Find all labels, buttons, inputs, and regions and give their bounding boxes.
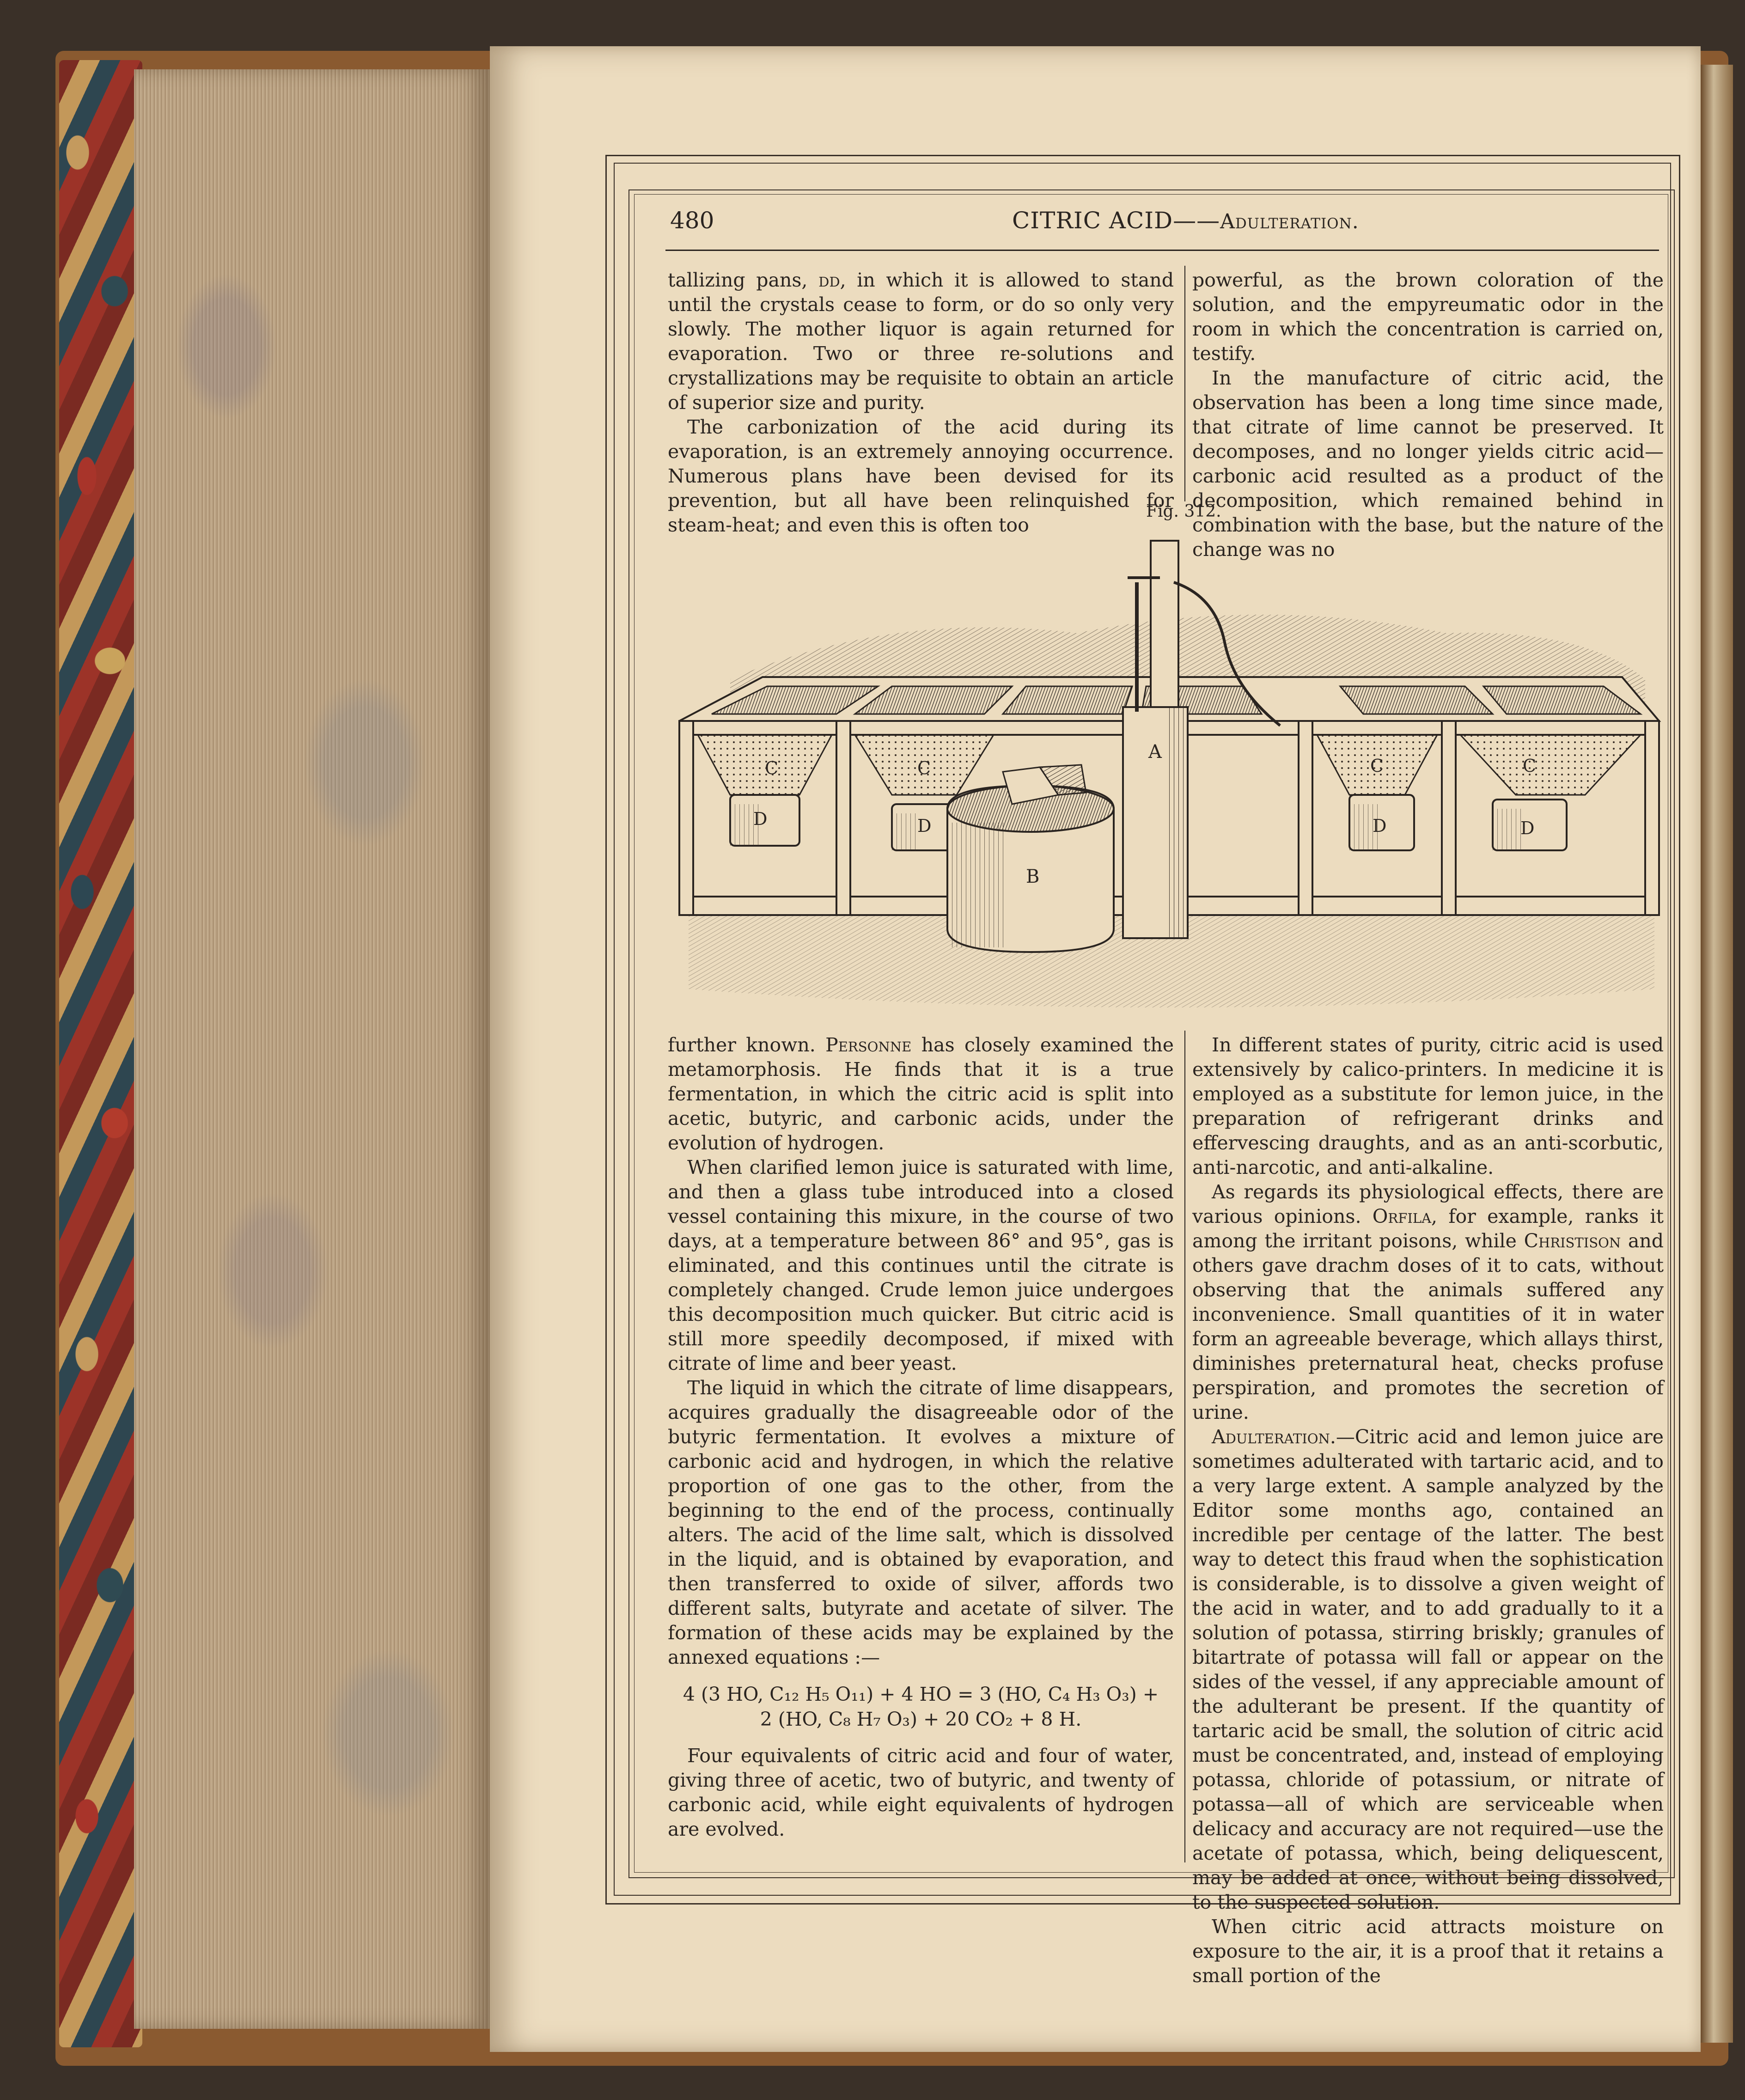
label-d-1: D [753, 809, 768, 829]
upper-right-column [1192, 268, 1664, 562]
lower-left-paragraph-4: Four equivalents of citric acid and four of water, giving three of acetic, two of butyric, and twenty of carbonic acid, while eight equivalents of hydrogen are evolved. [668, 1745, 1174, 1840]
upper-left-p1-text: , in which it is allowed to stand until the crystals cease to form, or do so only very slowly. The mother liquor is again returned for evaporation. Two or three re-solutions and crystallizations may be requisite to obtain an article of superior size and purity. [668, 269, 1174, 414]
lower-right-column [1192, 1033, 1664, 1988]
upper-column-divider [1184, 266, 1185, 501]
marbled-edge [59, 60, 142, 2047]
lower-column-divider [1184, 1031, 1185, 1862]
upper-right-paragraph-1: powerful, as the brown coloration of the solution, and the empyreumatic odor in the room in which the concentration is carried on, testify. [1192, 269, 1664, 365]
lower-right-paragraph-3 [1192, 1425, 1664, 1915]
label-d-3: D [1373, 816, 1387, 836]
author-orfila: Orfila [1372, 1205, 1432, 1227]
lower-left-p1-a: further known. [668, 1034, 826, 1056]
label-c-1: C [765, 758, 779, 778]
lower-right-p2-c: and others gave drachm doses of it to cats, without observing that the animals suffered any inconvenience. Small quantities of it in water form an agreeable beverage, which allays thirst, diminishes preternatural heat, checks profuse perspiration, and promotes the secretion of urine. [1192, 1230, 1664, 1423]
figure-312-illustration [661, 527, 1664, 1017]
author-christison: Christison [1524, 1230, 1621, 1252]
lower-left-paragraph-2: When clarified lemon juice is saturated with lime, and then a glass tube introduced into a closed vessel containing this mixure, in the course of two days, at a temperature between 86° and 95°, gas is eliminated, and this continues until the citrate is completely changed. Crude lemon juice undergoes this decomposition much quicker. But citric acid is still more speedily decomposed, if mixed with citrate of lime and beer yeast. [668, 1156, 1174, 1374]
author-personne: Personne [825, 1034, 912, 1056]
upper-left-paragraph-2: The carbonization of the acid during its evaporation, is an extremely annoying occurrence. Numerous plans have been devised for its prevention, but all have been relinquished for steam-heat; and even this is often too [668, 416, 1174, 536]
label-c-4: C [1523, 756, 1537, 776]
lower-left-column [668, 1033, 1174, 1842]
label-dd: dd [818, 269, 840, 291]
lower-right-paragraph-2 [1192, 1180, 1664, 1425]
upper-left-column [668, 268, 1174, 537]
section-heading-adulteration: Adulteration. [1212, 1426, 1336, 1448]
label-b: B [1026, 866, 1040, 887]
page-stack-shading [134, 69, 490, 2029]
label-c-3: C [1370, 756, 1384, 776]
lower-right-p2-a: As regards its physiological effects, there are various opinions. [1192, 1181, 1664, 1227]
figure-caption: Fig. 312. [1146, 502, 1221, 521]
running-head-sub: Adulteration. [1220, 210, 1359, 233]
upper-left-paragraph-1: tallizing pans, dd, in which it is allowed to stand until the crystals cease to form, or do so only very slowly. The mother liquor is again returned for evaporation. Two or three re-solutions and crystallizations may be requisite to obtain an article of superior size and purity. [668, 269, 1174, 414]
upper-right-paragraph-2: In the manufacture of citric acid, the observation has been a long time since made, that citrate of lime cannot be preserved. It decomposes, and no longer yields citric acid—carbonic acid resulted as a product of the decomposition, which remained behind in combination with the base, but the nature of the change was no [1192, 367, 1664, 561]
label-a: A [1148, 741, 1162, 763]
header-rule [665, 250, 1659, 251]
lower-right-paragraph-4: When citric acid attracts moisture on exposure to the air, it is a proof that it retains a small portion of the [1192, 1916, 1664, 1987]
lower-right-p3-body: —Citric acid and lemon juice are sometimes adulterated with tartaric acid, and to a very large extent. A sample analyzed by the Editor some months ago, contained an incredible per centage of the latter. The best way to detect this fraud when the sophistication is considerable, is to dissolve a given weight of the acid in water, and to add gradually to it a solution of potassa, stirring briskly; granules of bitartrate of potassa will fall or appear on the sides of the vessel, if any appreciable amount of the adulterant be present. If the quantity of tartaric acid be small, the solution of citric acid must be concentrated, and, instead of employing potassa, chloride of potassium, or nitrate of potassa—all of which are serviceable when delicacy and accuracy are not required—use the acetate of potassa, which, being deliquescent, may be added at once, without being dissolved, to the suspected solution. [1192, 1426, 1664, 1913]
lower-right-p2-b: , for example, ranks it among the irritant poisons, while [1192, 1205, 1664, 1252]
running-head-main: CITRIC ACID—— [1012, 207, 1220, 234]
next-page-edge [1701, 65, 1733, 2043]
lower-right-paragraph-1: In different states of purity, citric acid is used extensively by calico-printers. In medicine it is employed as a substitute for lemon juice, in the preparation of refrigerant drinks and effervescing draughts, and as an anti-scorbutic, anti-narcotic, and anti-alkaline. [1192, 1034, 1664, 1178]
label-d-4: D [1520, 818, 1535, 838]
equation-line-2: 2 (HO, C₈ H₇ O₃) + 20 CO₂ + 8 H. [760, 1708, 1082, 1730]
running-head [1012, 207, 1359, 234]
label-d-2: D [917, 816, 932, 836]
equation-line-1: 4 (3 HO, C₁₂ H₅ O₁₁) + 4 HO = 3 (HO, C₄ H₃ O₃) + [683, 1683, 1159, 1705]
page-number: 480 [670, 207, 714, 234]
label-c-2: C [917, 758, 931, 778]
lower-left-paragraph-1 [668, 1033, 1174, 1155]
lower-left-paragraph-3: The liquid in which the citrate of lime disappears, acquires gradually the disagreeable odor of the butyric fermentation. It evolves a mixture of carbonic acid and hydrogen, in which the relative proportion of one gas to the other, from the beginning to the end of the process, continually alters. The acid of the lime salt, which is dissolved in the liquid, and is obtained by evaporation, and then transferred to oxide of silver, affords two different salts, butyrate and acetate of silver. The formation of these acids may be explained by the annexed equations :— [668, 1377, 1174, 1668]
lower-left-p1-b: has closely examined the metamorphosis. He finds that it is a true fermentation, in which the citric acid is split into acetic, butyric, and carbonic acids, under the evolution of hydrogen. [668, 1034, 1174, 1154]
chemical-equation [668, 1682, 1174, 1732]
